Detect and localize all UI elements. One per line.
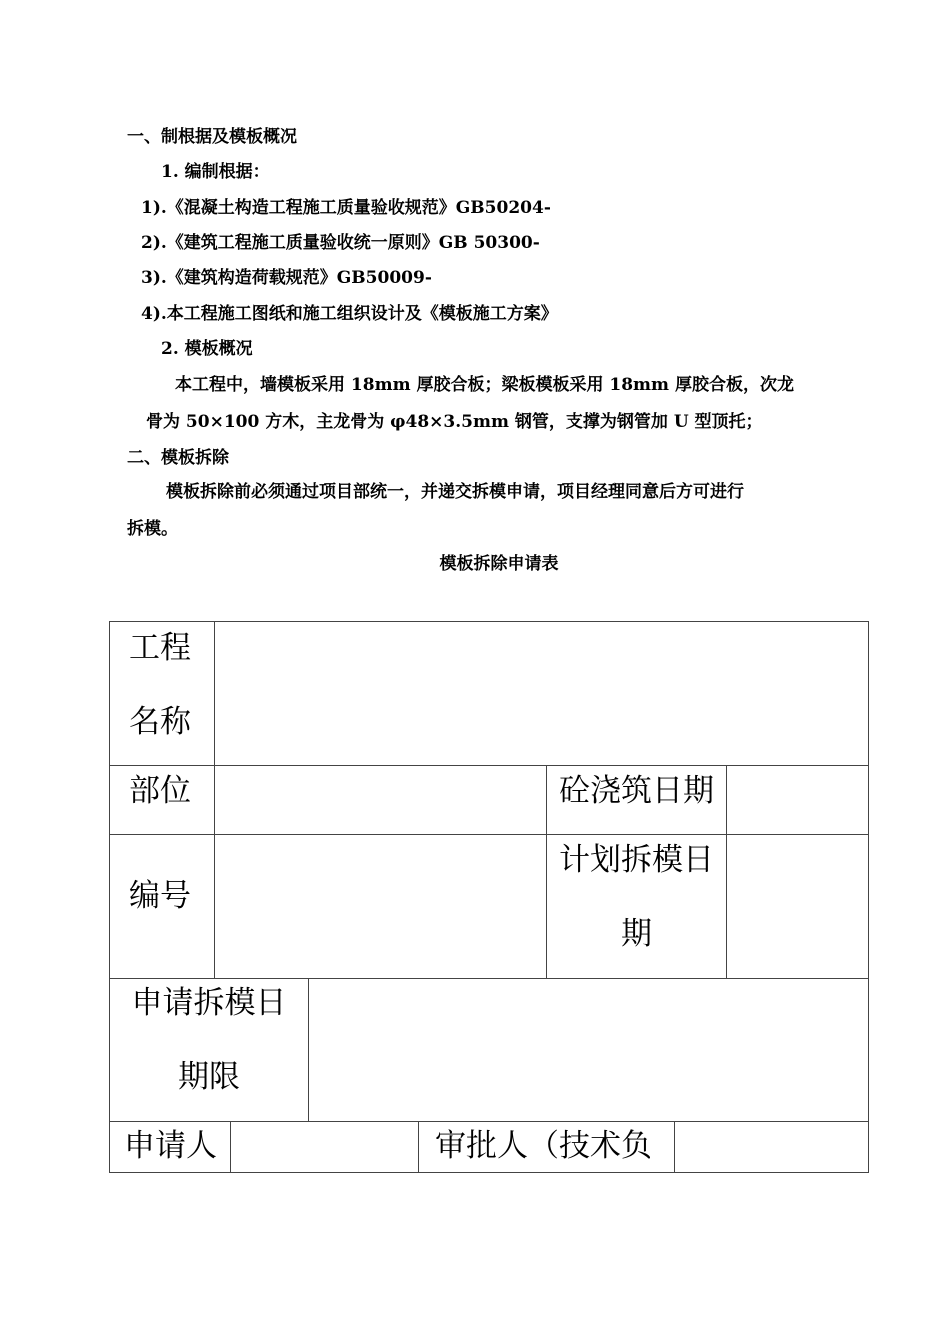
section-1-heading: 一、制根据及模板概况	[127, 127, 297, 147]
apply-limit-label-line-1: 申请拆模日	[131, 985, 287, 1021]
project-name-label-line-1: 工程	[129, 630, 191, 666]
section-1-item-1: 1. 编制根据：	[161, 162, 270, 182]
overview-paragraph-line-1: 本工程中，墙模板采用 18mm 厚胶合板；梁板模板采用 18mm 厚胶合板，次龙	[175, 375, 794, 395]
number-label: 编号	[129, 878, 191, 914]
number-field[interactable]	[215, 835, 546, 978]
reference-2: 2).《建筑工程施工质量验收统一原则》GB 50300-	[141, 233, 540, 253]
approver-label: 审批人（技术负	[435, 1128, 652, 1164]
applicant-label: 申请人	[124, 1128, 217, 1164]
project-name-label-2	[129, 685, 191, 760]
project-name-label-line-2: 名称	[129, 704, 191, 740]
section-1-item-2: 2. 模板概况	[161, 339, 253, 359]
pour-date-label: 砼浇筑日期	[559, 773, 714, 809]
planned-date-field[interactable]	[727, 835, 868, 978]
removal-paragraph-line-1: 模板拆除前必须通过项目部统一，并递交拆模申请，项目经理同意后方可进行	[166, 482, 744, 502]
reference-1: 1).《混凝土构造工程施工质量验收规范》GB50204-	[141, 198, 551, 218]
location-field[interactable]	[215, 766, 546, 834]
location-label: 部位	[129, 773, 191, 809]
apply-limit-field[interactable]	[309, 979, 868, 1121]
removal-paragraph-line-2: 拆模。	[127, 519, 178, 539]
applicant-field[interactable]	[231, 1122, 418, 1172]
section-2-heading: 二、模板拆除	[127, 448, 229, 468]
table-title: 模板拆除申请表	[439, 554, 559, 574]
approver-field[interactable]	[675, 1122, 868, 1172]
planned-date-label-line-1: 计划拆模日	[559, 842, 714, 878]
project-name-label	[129, 611, 191, 686]
removal-application-form	[109, 621, 869, 1173]
overview-paragraph-line-2: 骨为 50×100 方木，主龙骨为 φ48×3.5mm 钢管，支撑为钢管加 U 型顶托；	[146, 412, 763, 432]
reference-4: 4).本工程施工图纸和施工组织设计及《模板施工方案》	[141, 304, 558, 324]
apply-limit-label-line-2: 期限	[178, 1059, 240, 1095]
pour-date-field[interactable]	[727, 766, 868, 834]
planned-date-label-line-2: 期	[621, 916, 652, 952]
project-name-field[interactable]	[215, 622, 868, 765]
reference-3: 3).《建筑构造荷载规范》GB50009-	[141, 268, 432, 288]
